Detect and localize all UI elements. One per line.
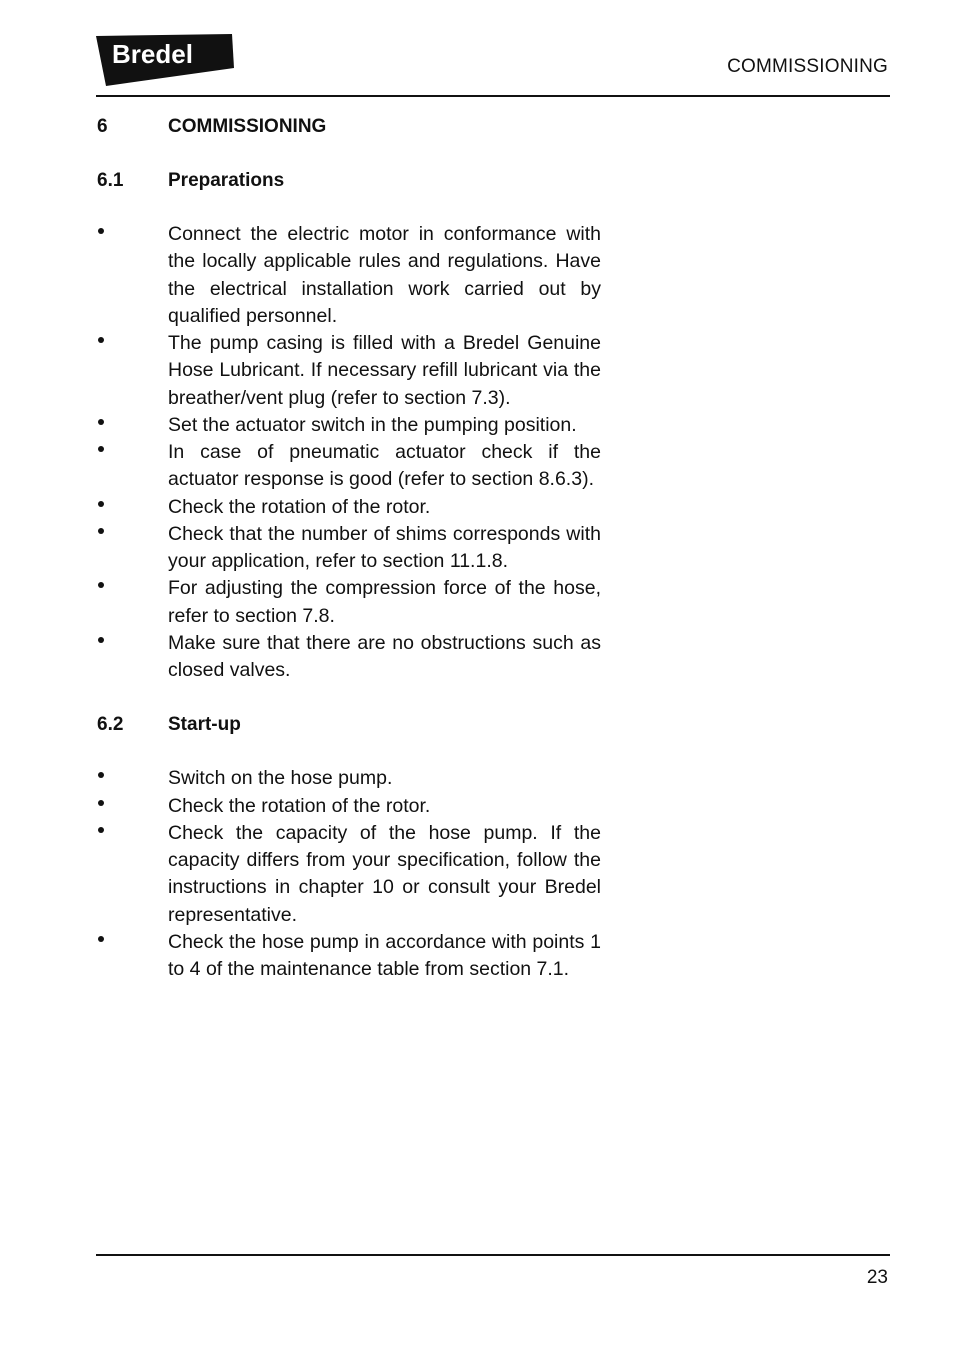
document-body [97,113,601,1010]
bullet-icon [97,439,168,494]
section-number: 6.2 [97,714,124,736]
list-item: Connect the electric motor in conformance with the locally applicable rules and regulations. Have the electrical installation work carried out by qualified personnel. [97,221,601,330]
list-item: Set the actuator switch in the pumping position. [97,412,601,439]
bullet-icon [97,330,168,412]
list-item: In case of pneumatic actuator check if the actuator response is good (refer to section 8.6.3). [97,439,601,494]
header-title: COMMISSIONING [727,56,888,77]
list-item: Check the capacity of the hose pump. If the capacity differs from your specification, follow the instructions in chapter 10 or consult your Bredel representative. [97,820,601,929]
logo-text: Bredel [112,39,193,69]
footer-rule [96,1254,890,1256]
page-number: 23 [866,1267,888,1288]
list-item: Check the hose pump in accordance with points 1 to 4 of the maintenance table from section 7.1. [97,929,601,984]
section-heading-6-2 [97,711,601,738]
section-title: Start-up [168,714,241,736]
bullet-icon [97,765,168,792]
bullet-icon [97,412,168,439]
list-item: Switch on the hose pump. [97,765,601,792]
section-number: 6 [97,116,108,137]
list-item: Check the rotation of the rotor. [97,793,601,820]
list-item: Check that the number of shims corresponds with your application, refer to section 11.1.8. [97,521,601,576]
bullet-icon [97,793,168,820]
list-item: For adjusting the compression force of the hose, refer to section 7.8. [97,575,601,630]
bullet-icon [97,929,168,984]
list-item: Make sure that there are no obstructions such as closed valves. [97,630,601,685]
preparations-list [97,221,601,684]
section-number: 6.1 [97,170,124,191]
bullet-icon [97,575,168,630]
bullet-icon [97,521,168,576]
section-title: Preparations [168,170,285,191]
section-heading-6 [97,113,601,140]
bullet-icon [97,820,168,929]
list-item: Check the rotation of the rotor. [97,494,601,521]
section-title: COMMISSIONING [168,116,327,137]
bullet-icon [97,221,168,330]
header-rule [96,95,890,97]
bullet-icon [97,630,168,685]
bullet-icon [97,494,168,521]
startup-list [97,765,601,983]
bredel-logo [96,34,236,86]
section-heading-6-1 [97,167,601,194]
list-item: The pump casing is filled with a Bredel Genuine Hose Lubricant. If necessary refill lubricant via the breather/vent plug (refer to section 7.3). [97,330,601,412]
